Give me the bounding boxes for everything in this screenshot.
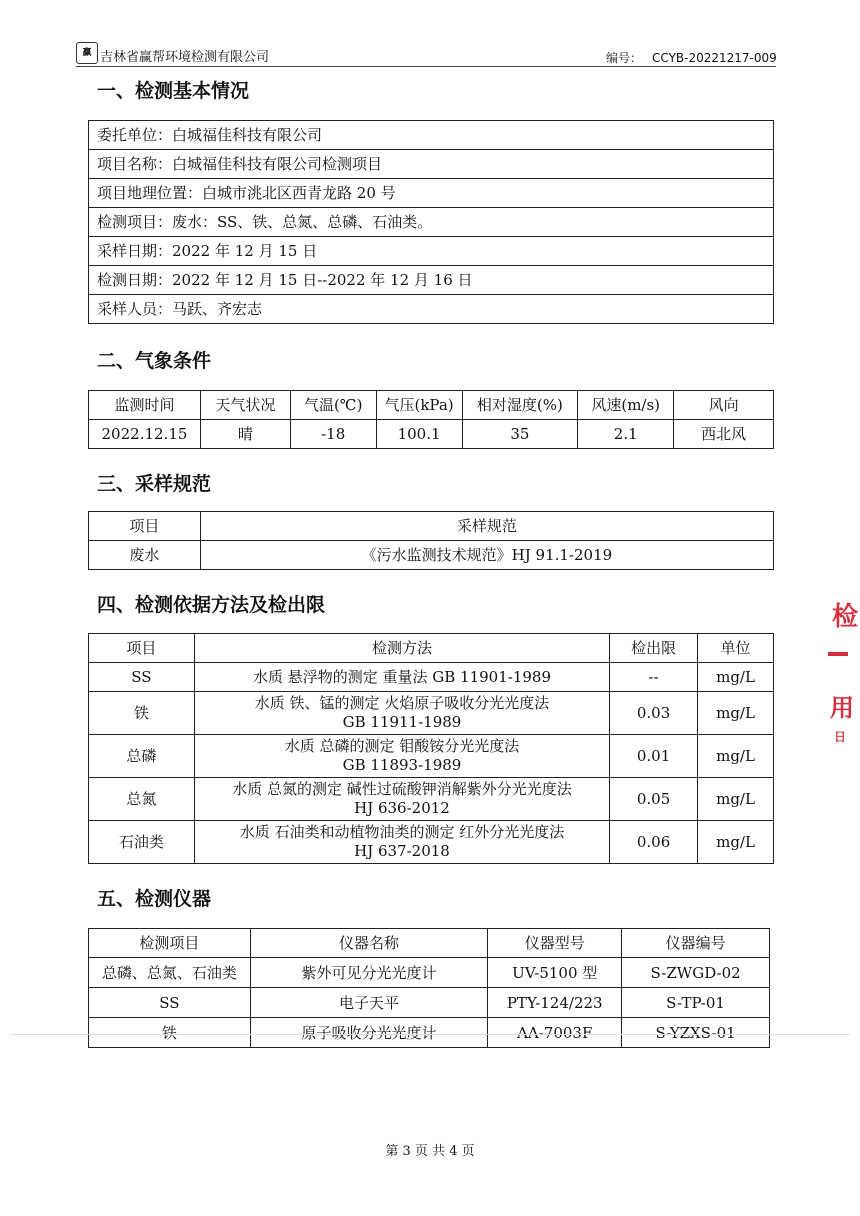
weather-header-cell: 气温(℃) xyxy=(290,391,376,420)
info-row xyxy=(89,121,774,150)
info-row xyxy=(89,150,774,179)
scan-artifact-line xyxy=(10,1034,850,1035)
method-standard: GB 11911-1989 xyxy=(342,713,462,731)
methods-header-cell: 项目 xyxy=(89,634,195,663)
basic-info-table xyxy=(88,120,774,324)
table-row xyxy=(89,778,774,821)
instrument-cell: 电子天平 xyxy=(250,988,488,1018)
weather-value-cell: 100.1 xyxy=(376,420,462,449)
weather-header-cell: 气压(kPa) xyxy=(376,391,462,420)
method-limit-cell: 0.06 xyxy=(610,821,698,864)
weather-value-cell: 35 xyxy=(462,420,578,449)
sampling-value-cell: 废水 xyxy=(89,541,201,570)
seal-stamp xyxy=(814,582,860,772)
table-row xyxy=(89,958,770,988)
info-cell: 委托单位：白城福佳科技有限公司 xyxy=(89,121,774,150)
instrument-cell: AA-7003F xyxy=(488,1018,622,1048)
method-item-cell: 铁 xyxy=(89,692,195,735)
method-standard: HJ 636-2012 xyxy=(354,799,450,817)
method-line: 水质 铁、锰的测定 火焰原子吸收分光光度法 xyxy=(254,694,550,712)
table-row xyxy=(89,663,774,692)
instrument-header-cell: 检测项目 xyxy=(89,929,251,958)
method-limit-cell: -- xyxy=(610,663,698,692)
weather-header-cell: 风速(m/s) xyxy=(578,391,674,420)
instrument-cell: UV-5100 型 xyxy=(488,958,622,988)
method-item-cell: 总磷 xyxy=(89,735,195,778)
section-title-weather: 二、气象条件 xyxy=(97,350,212,372)
stamp-char: 用 xyxy=(830,694,854,722)
instrument-header-cell: 仪器名称 xyxy=(250,929,488,958)
info-cell: 采样人员：马跃、齐宏志 xyxy=(89,295,774,324)
instrument-cell: S-TP-01 xyxy=(622,988,770,1018)
method-item-cell: 石油类 xyxy=(89,821,195,864)
weather-header-cell: 天气状况 xyxy=(200,391,290,420)
info-cell: 检测日期：2022 年 12 月 15 日--2022 年 12 月 16 日 xyxy=(89,266,774,295)
table-row xyxy=(89,988,770,1018)
report-number-label: 编号： xyxy=(606,51,643,65)
info-row xyxy=(89,266,774,295)
method-unit-cell: mg/L xyxy=(698,692,774,735)
info-cell: 项目地理位置：白城市洮北区西青龙路 20 号 xyxy=(89,179,774,208)
method-cell xyxy=(194,692,609,735)
weather-header-cell: 风向 xyxy=(674,391,774,420)
weather-header-cell: 相对湿度(%) xyxy=(462,391,578,420)
method-unit-cell: mg/L xyxy=(698,735,774,778)
methods-header-cell: 单位 xyxy=(698,634,774,663)
method-unit-cell: mg/L xyxy=(698,821,774,864)
info-row xyxy=(89,179,774,208)
sampling-header-cell: 项目 xyxy=(89,512,201,541)
company-name: 吉林省赢帮环境检测有限公司 xyxy=(100,50,270,65)
method-cell xyxy=(194,735,609,778)
method-cell xyxy=(194,821,609,864)
info-cell: 项目名称：白城福佳科技有限公司检测项目 xyxy=(89,150,774,179)
instrument-cell: PTY-124/223 xyxy=(488,988,622,1018)
method-cell xyxy=(194,778,609,821)
info-cell: 检测项目：废水：SS、铁、总氮、总磷、石油类。 xyxy=(89,208,774,237)
method-unit-cell: mg/L xyxy=(698,778,774,821)
method-standard: GB 11893-1989 xyxy=(342,756,462,774)
section-title-basic-info: 一、检测基本情况 xyxy=(97,80,250,102)
report-number xyxy=(606,49,777,66)
section-title-methods: 四、检测依据方法及检出限 xyxy=(97,594,326,616)
method-unit-cell: mg/L xyxy=(698,663,774,692)
method-limit-cell: 0.05 xyxy=(610,778,698,821)
company-logo: 赢 xyxy=(76,42,98,64)
stamp-char: 检 xyxy=(832,602,859,632)
report-number-value: CCYB-20221217-009 xyxy=(652,51,777,65)
instrument-cell: S-ZWGD-02 xyxy=(622,958,770,988)
info-cell: 采样日期：2022 年 12 月 15 日 xyxy=(89,237,774,266)
method-line: 水质 悬浮物的测定 重量法 GB 11901-1989 xyxy=(252,667,551,686)
method-line: 水质 总氮的测定 碱性过硫酸钾消解紫外分光光度法 xyxy=(232,780,572,798)
info-row xyxy=(89,237,774,266)
instrument-header-cell: 仪器型号 xyxy=(488,929,622,958)
weather-value-cell: -18 xyxy=(290,420,376,449)
table-row xyxy=(89,821,774,864)
weather-table xyxy=(88,390,774,449)
info-row xyxy=(89,295,774,324)
method-item-cell: SS xyxy=(89,663,195,692)
method-standard: HJ 637-2018 xyxy=(354,842,450,860)
instrument-cell: S-YZXS-01 xyxy=(622,1018,770,1048)
stamp-mark xyxy=(828,652,848,656)
weather-value-cell: 晴 xyxy=(200,420,290,449)
methods-header-cell: 检出限 xyxy=(610,634,698,663)
weather-header-cell: 监测时间 xyxy=(89,391,201,420)
method-item-cell: 总氮 xyxy=(89,778,195,821)
instrument-cell: 铁 xyxy=(89,1018,251,1048)
table-row xyxy=(89,692,774,735)
sampling-value-cell: 《污水监测技术规范》HJ 91.1-2019 xyxy=(200,541,773,570)
method-line: 水质 石油类和动植物油类的测定 红外分光光度法 xyxy=(239,823,565,841)
section-title-sampling: 三、采样规范 xyxy=(97,473,212,495)
info-row xyxy=(89,208,774,237)
table-row xyxy=(89,735,774,778)
weather-value-cell: 西北风 xyxy=(674,420,774,449)
instrument-cell: 紫外可见分光光度计 xyxy=(250,958,488,988)
header-divider xyxy=(76,66,776,67)
methods-table xyxy=(88,633,774,864)
sampling-table xyxy=(88,511,774,570)
instrument-header-cell: 仪器编号 xyxy=(622,929,770,958)
weather-value-cell: 2022.12.15 xyxy=(89,420,201,449)
table-row xyxy=(89,1018,770,1048)
method-cell xyxy=(194,663,609,692)
method-line: 水质 总磷的测定 钼酸铵分光光度法 xyxy=(284,737,520,755)
instruments-table xyxy=(88,928,770,1048)
method-limit-cell: 0.01 xyxy=(610,735,698,778)
instrument-cell: SS xyxy=(89,988,251,1018)
stamp-char: 日 xyxy=(834,730,847,744)
method-limit-cell: 0.03 xyxy=(610,692,698,735)
instrument-cell: 原子吸收分光光度计 xyxy=(250,1018,488,1048)
methods-header-cell: 检测方法 xyxy=(194,634,609,663)
sampling-header-cell: 采样规范 xyxy=(200,512,773,541)
weather-value-cell: 2.1 xyxy=(578,420,674,449)
page-footer: 第 3 页 共 4 页 xyxy=(385,1144,475,1159)
instrument-cell: 总磷、总氮、石油类 xyxy=(89,958,251,988)
section-title-instruments: 五、检测仪器 xyxy=(97,888,212,910)
